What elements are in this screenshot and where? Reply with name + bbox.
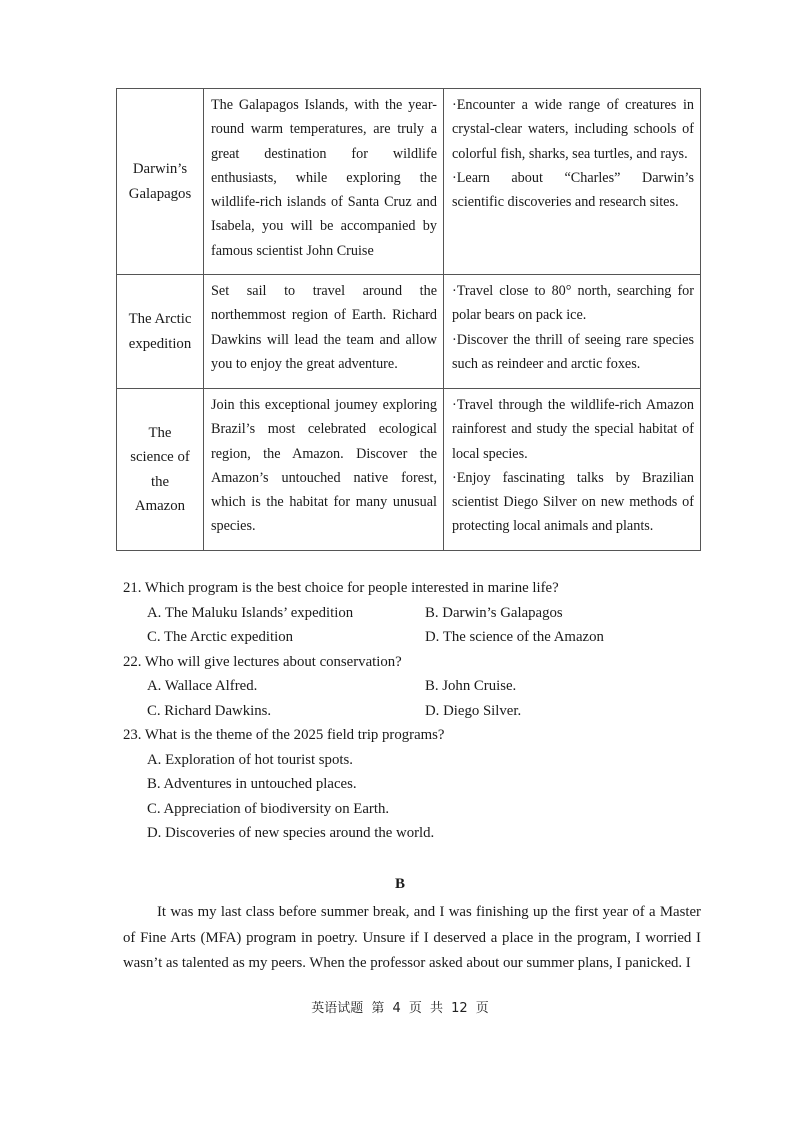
program-name-line: the	[150, 473, 170, 490]
option-c: C. Appreciation of biodiversity on Earth.	[147, 800, 390, 817]
program-features	[444, 389, 701, 551]
questions-block	[123, 576, 703, 846]
program-name-cell	[117, 275, 204, 389]
program-name-line: The Arctic	[128, 311, 192, 328]
program-description: Set sail to travel around the northemmost region of Earth. Richard Dawkins will lead the team and allow you to enjoy the great adventure.	[204, 275, 444, 389]
option-row	[123, 625, 703, 650]
program-description: Join this exceptional joumey exploring Brazil’s most celebrated ecological region, the Amazon. Discover the Amazon’s untouched native forest, which is the habitat for many unusual species.	[204, 389, 444, 551]
program-name-cell	[117, 89, 204, 275]
feature-item: ·Enjoy fascinating talks by Brazilian scientist Diego Silver on new methods of protecting local animals and plants.	[452, 469, 694, 535]
program-features	[444, 275, 701, 389]
table-row	[117, 89, 701, 275]
section-heading: B	[394, 876, 405, 892]
option-row	[123, 601, 703, 626]
table-row	[117, 275, 701, 389]
question-stem: 22. Who will give lectures about conservation?	[123, 653, 402, 670]
passage-text: It was my last class before summer break, and I was finishing up the first year of a Master of Fine Arts (MFA) program in poetry. Unsure if I deserved a place in the program, I worried I wasn’t as talented as my peers. When the professor asked about our summer plans, I panicked. I	[123, 904, 701, 971]
feature-item: ·Learn about “Charles” Darwin’s scientific discoveries and research sites.	[452, 169, 694, 211]
option-d: D. Discoveries of new species around the world.	[147, 825, 435, 841]
option-c: C. Richard Dawkins.	[147, 702, 272, 719]
question-stem: 21. Which program is the best choice for people interested in marine life?	[123, 580, 559, 596]
program-name-line: science of	[130, 449, 190, 466]
option-a: A. The Maluku Islands’ expedition	[147, 604, 354, 621]
question-stem: 23. What is the theme of the 2025 field trip programs?	[123, 727, 445, 743]
table-row	[117, 389, 701, 551]
program-name-line: Amazon	[134, 497, 186, 514]
program-description: The Galapagos Islands, with the year-round warm temperatures, are truly a great destination for wildlife enthusiasts, while exploring the wildlife-rich islands of Santa Cruz and Isabela, you will be accompanied by famous scientist John Cruise	[204, 89, 444, 275]
program-name-line: Galapagos	[128, 185, 192, 202]
program-name-line: expedition	[128, 335, 192, 352]
feature-item: ·Travel close to 80° north, searching for polar bears on pack ice.	[452, 283, 694, 324]
program-features	[444, 89, 701, 275]
option-row	[123, 699, 703, 724]
programs-table	[116, 88, 701, 551]
option-d: D. The science of the Amazon	[425, 629, 604, 645]
option-b: B. Darwin’s Galapagos	[425, 604, 563, 621]
option-b: B. John Cruise.	[425, 678, 517, 694]
feature-item: ·Discover the thrill of seeing rare species such as reindeer and arctic foxes.	[452, 331, 694, 372]
page-footer: 英语试题 第 4 页 共 12 页	[311, 1001, 489, 1016]
option-d: D. Diego Silver.	[425, 702, 522, 719]
option-a: A. Exploration of hot tourist spots.	[147, 751, 353, 768]
program-name-cell	[117, 389, 204, 551]
program-name-line: Darwin’s	[132, 161, 188, 178]
option-a: A. Wallace Alfred.	[147, 678, 258, 694]
program-name-line: The	[148, 424, 172, 441]
feature-item: ·Encounter a wide range of creatures in crystal-clear waters, including schools of colorful fish, sharks, sea turtles, and rays.	[452, 97, 694, 162]
option-row	[123, 674, 703, 699]
feature-item: ·Travel through the wildlife-rich Amazon rainforest and study the special habitat of local species.	[452, 397, 694, 462]
option-c: C. The Arctic expedition	[147, 629, 294, 645]
option-b: B. Adventures in untouched places.	[147, 776, 357, 792]
